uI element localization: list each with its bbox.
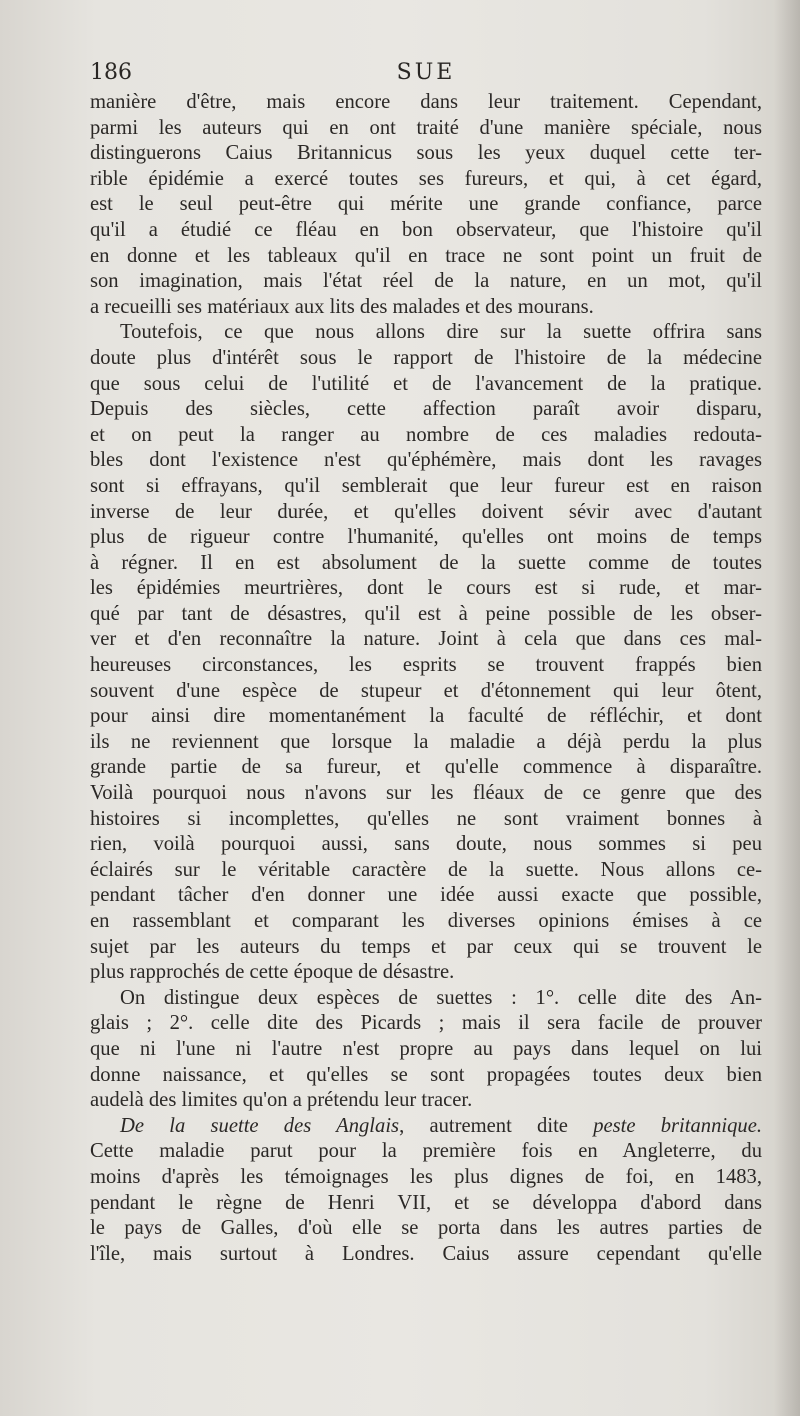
section-heading-connector: , autrement dite — [399, 1114, 594, 1137]
text-line: l'île, mais surtout à Londres. Caius assure cependant qu'elle — [90, 1242, 762, 1265]
text-line: et on peut la ranger au nombre de ces maladies redouta- — [90, 423, 762, 446]
text-line: manière d'être, mais encore dans leur traitement. Cependant, — [90, 91, 762, 113]
text-line: que ni l'une ni l'autre n'est propre au pays dans lequel on lui — [90, 1037, 762, 1060]
text-line: grande partie de sa fureur, et qu'elle commence à disparaître. — [90, 756, 762, 779]
text-line: sujet par les auteurs du temps et par ceux qui se trouvent le — [90, 935, 762, 958]
text-line: sont si effrayans, qu'il semblerait que leur fureur est en raison — [90, 474, 762, 497]
text-line: le pays de Galles, d'où elle se porta dans les autres parties de — [90, 1217, 762, 1240]
text-line: heureuses circonstances, les esprits se trouvent frappés bien — [90, 654, 762, 677]
text-line: son imagination, mais l'état réel de la nature, en un mot, qu'il — [90, 270, 762, 293]
text-line: inverse de leur durée, et qu'elles doivent sévir avec d'autant — [90, 500, 762, 523]
text-line: qu'il a étudié ce fléau en bon observateur, que l'histoire qu'il — [90, 218, 762, 241]
text-line: bles dont l'existence n'est qu'éphémère, mais dont les ravages — [90, 449, 762, 472]
text-line: donne naissance, et qu'elles se sont propagées toutes deux bien — [90, 1063, 762, 1086]
text-line: Voilà pourquoi nous n'avons sur les fléaux de ce genre que des — [90, 782, 762, 805]
text-line: Cette maladie parut pour la première fois en Angleterre, du — [90, 1140, 762, 1163]
text-line: qué par tant de désastres, qu'il est à peine possible de les obser- — [90, 602, 762, 625]
text-line: pendant tâcher d'en donner une idée aussi exacte que possible, — [90, 884, 762, 907]
paragraph-start-line: On distingue deux espèces de suettes : 1°. celle dite des An- — [120, 986, 762, 1009]
text-line: doute plus d'intérêt sous le rapport de l'histoire de la médecine — [90, 346, 762, 369]
page-header — [90, 60, 762, 88]
text-line: plus rapprochés de cette époque de désastre. — [90, 961, 455, 984]
text-line: en donne et les tableaux qu'il en trace ne sont point un fruit de — [90, 244, 762, 267]
paragraph-start-line: Toutefois, ce que nous allons dire sur la suette offrira sans — [120, 321, 762, 344]
text-line: distinguerons Caius Britannicus sous les yeux duquel cette ter- — [90, 142, 762, 165]
text-line: les épidémies meurtrières, dont le cours est si rude, et mar- — [90, 577, 762, 600]
gutter-shadow — [774, 0, 800, 1416]
text-line: parmi les auteurs qui en ont traité d'une manière spéciale, nous — [90, 116, 762, 139]
text-line: en rassemblant et comparant les diverses opinions émises à ce — [90, 910, 762, 932]
text-line: pendant le règne de Henri VII, et se développa d'abord dans — [90, 1191, 762, 1214]
text-line: pour ainsi dire momentanément la faculté de réfléchir, et dont — [90, 705, 762, 728]
running-head: SUE — [396, 60, 456, 85]
text-line: histoires si incomplettes, qu'elles ne sont vraiment bonnes à — [90, 807, 762, 830]
text-line: a recueilli ses matériaux aux lits des malades et des mourans. — [90, 295, 594, 318]
text-line: audelà des limites qu'on a prétendu leur tracer. — [90, 1089, 473, 1112]
text-line: souvent d'une espèce de stupeur et d'étonnement qui leur ôtent, — [90, 679, 762, 702]
text-line: rible épidémie a exercé toutes ses fureurs, et qui, à cet égard, — [90, 167, 762, 190]
text-line: à régner. Il en est absolument de la suette comme de toutes — [90, 551, 762, 574]
text-line: plus de rigueur contre l'humanité, qu'elles ont moins de temps — [90, 526, 762, 549]
text-line: moins d'après les témoignages les plus dignes de foi, en 1483, — [90, 1165, 762, 1188]
text-line: rien, voilà pourquoi aussi, sans doute, nous sommes si peu — [90, 833, 762, 856]
section-heading-title: De la suette des Anglais — [120, 1114, 400, 1137]
text-line: ils ne reviennent que lorsque la maladie a déjà perdu la plus — [90, 730, 762, 753]
page-number: 186 — [90, 60, 132, 85]
text-line: est le seul peut-être qui mérite une grande confiance, parce — [90, 193, 762, 216]
text-line: ver et d'en reconnaître la nature. Joint à cela que dans ces mal- — [90, 628, 762, 651]
section-heading — [90, 1114, 762, 1140]
text-line: éclairés sur le véritable caractère de la suette. Nous allons ce- — [90, 858, 762, 881]
section-heading-alt-name: peste britannique. — [593, 1114, 762, 1137]
text-line: glais ; 2°. celle dite des Picards ; mais il sera facile de prouver — [90, 1012, 762, 1035]
body-text — [90, 90, 762, 1267]
text-line: Depuis des siècles, cette affection paraît avoir disparu, — [90, 398, 762, 421]
text-line: que sous celui de l'utilité et de l'avancement de la pratique. — [90, 372, 762, 395]
